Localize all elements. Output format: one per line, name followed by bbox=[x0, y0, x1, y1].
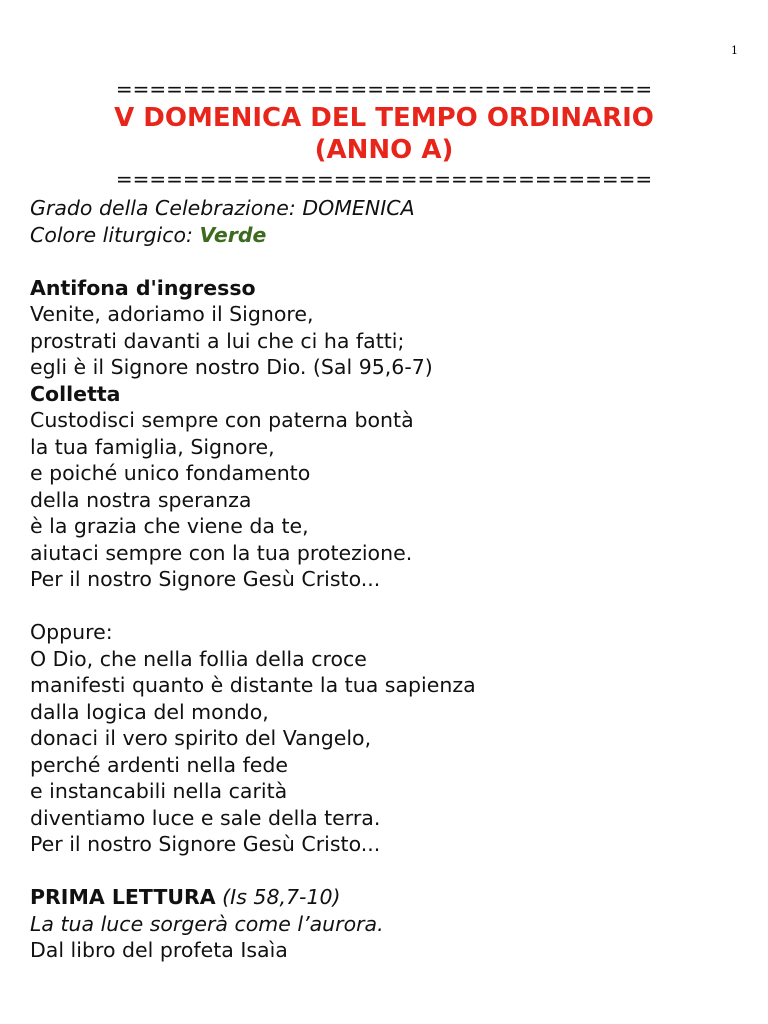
oppure-line: manifesti quanto è distante la tua sapienza bbox=[30, 673, 476, 697]
colletta-line: della nostra speranza bbox=[30, 487, 252, 512]
prima-lettura-subtitle: La tua luce sorgerà come l’aurora. bbox=[30, 911, 384, 936]
bottom-rule: ================================ bbox=[115, 167, 653, 191]
top-rule: ================================ bbox=[115, 77, 653, 101]
colore-line bbox=[30, 222, 750, 249]
title-line-1: V DOMENICA DEL TEMPO ORDINARIO bbox=[114, 103, 654, 133]
prima-lettura-reference: (Is 58,7-10) bbox=[215, 885, 341, 909]
grado-value: DOMENICA bbox=[302, 196, 415, 220]
colletta-heading: Colletta bbox=[30, 381, 121, 406]
oppure-line: O Dio, che nella follia della croce bbox=[30, 646, 367, 671]
document-body bbox=[30, 195, 750, 964]
spacer bbox=[30, 248, 750, 275]
prima-lettura-line bbox=[30, 884, 750, 911]
colletta-line: e poiché unico fondamento bbox=[30, 461, 311, 485]
colletta-line: Custodisci sempre con paterna bontà bbox=[30, 408, 414, 432]
colletta-line: aiutaci sempre con la tua protezione. bbox=[30, 540, 413, 565]
page-number: 1 bbox=[731, 44, 738, 57]
oppure-line: diventiamo luce e sale della terra. bbox=[30, 805, 381, 830]
title-line-2: (ANNO A) bbox=[314, 135, 454, 165]
antifona-line: prostrati davanti a lui che ci ha fatti; bbox=[30, 328, 405, 353]
prima-lettura-source: Dal libro del profeta Isaìa bbox=[30, 938, 288, 962]
oppure-line: perché ardenti nella fede bbox=[30, 752, 289, 777]
colore-label: Colore liturgico: bbox=[30, 222, 200, 247]
oppure-line: Per il nostro Signore Gesù Cristo... bbox=[30, 832, 381, 856]
antifona-line: Venite, adoriamo il Signore, bbox=[30, 302, 314, 326]
colore-value: Verde bbox=[199, 222, 267, 247]
prima-lettura-heading: PRIMA LETTURA bbox=[30, 885, 216, 909]
spacer bbox=[30, 593, 750, 620]
header-block bbox=[30, 76, 738, 192]
colletta-line: è la grazia che viene da te, bbox=[30, 514, 309, 538]
oppure-line: dalla logica del mondo, bbox=[30, 699, 269, 724]
antifona-heading: Antifona d'ingresso bbox=[30, 275, 256, 300]
oppure-line: donaci il vero spirito del Vangelo, bbox=[30, 726, 372, 750]
oppure-label: Oppure: bbox=[30, 620, 113, 644]
spacer bbox=[30, 858, 750, 885]
oppure-line: e instancabili nella carità bbox=[30, 779, 288, 803]
colletta-line: la tua famiglia, Signore, bbox=[30, 434, 275, 459]
antifona-line: egli è il Signore nostro Dio. (Sal 95,6-7) bbox=[30, 355, 433, 379]
grado-line bbox=[30, 195, 750, 222]
colletta-line: Per il nostro Signore Gesù Cristo... bbox=[30, 567, 381, 591]
grado-label: Grado della Celebrazione: bbox=[30, 196, 303, 220]
